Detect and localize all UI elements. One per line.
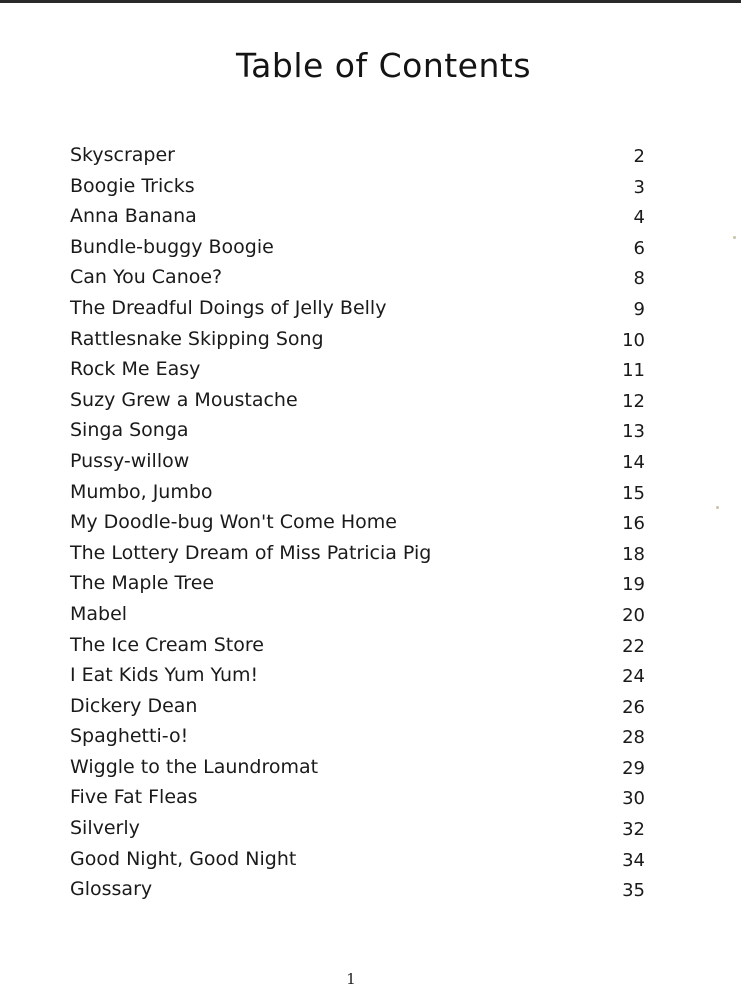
toc-entry-page: 12 [622,390,645,412]
toc-entry-title: Silverly [70,817,140,840]
toc-entry [70,385,645,416]
toc-entry-title: Wiggle to the Laundromat [70,755,319,778]
toc-entry-title: I Eat Kids Yum Yum! [70,664,259,687]
toc-entry [70,507,645,538]
toc-entry-title: Mabel [70,602,128,625]
toc-entry-page: 9 [633,298,645,320]
toc-entry [70,721,645,752]
paper-speck [733,236,736,239]
toc-entry-title: Glossary [70,878,153,901]
toc-entry [70,140,645,171]
toc-entry [70,813,645,844]
toc-entry [70,171,645,202]
paper-speck [716,506,719,509]
toc-entry-title: Dickery Dean [70,694,198,717]
toc-entry-page: 16 [622,513,645,535]
toc-entry-page: 13 [622,421,645,443]
toc-entry-title: The Lottery Dream of Miss Patricia Pig [70,541,432,564]
toc-entry-title: The Ice Cream Store [70,633,264,656]
toc-entry-title: Suzy Grew a Moustache [70,388,298,411]
toc-entry [70,782,645,813]
toc-entry-title: Good Night, Good Night [70,847,297,870]
page-title: Table of Contents [235,46,532,85]
toc-entry [70,538,645,569]
toc-entry [70,477,645,508]
toc-entry-page: 35 [622,880,645,902]
table-of-contents [70,140,645,905]
toc-entry [70,262,645,293]
toc-entry [70,660,645,691]
toc-entry-title: The Maple Tree [70,572,215,595]
toc-entry-title: Pussy-willow [70,449,190,472]
toc-entry-page: 6 [633,237,645,259]
toc-entry-page: 8 [633,268,645,290]
toc-entry-page: 14 [622,451,645,473]
toc-entry-page: 28 [622,727,645,749]
toc-entry-page: 4 [633,207,645,229]
toc-entry [70,232,645,263]
toc-entry-title: Five Fat Fleas [70,786,198,809]
toc-entry-page: 32 [622,819,645,841]
toc-entry-title: The Dreadful Doings of Jelly Belly [70,296,387,319]
toc-entry-page: 20 [622,604,645,626]
toc-entry-title: Boogie Tricks [70,174,195,197]
toc-entry-page: 24 [622,666,645,688]
toc-entry-title: Skyscraper [70,144,175,166]
toc-entry-page: 30 [622,788,645,810]
toc-entry-page: 2 [633,146,645,167]
toc-entry-title: Spaghetti-o! [70,725,189,748]
toc-entry-page: 18 [622,543,645,565]
toc-entry [70,324,645,355]
toc-entry [70,630,645,661]
toc-entry-title: Singa Songa [70,419,189,442]
toc-entry-page: 15 [622,482,645,504]
toc-entry [70,844,645,875]
toc-entry-title: My Doodle-bug Won't Come Home [70,511,397,534]
toc-entry-page: 11 [622,360,645,382]
toc-entry-title: Can You Canoe? [70,266,223,289]
page-number: 1 [346,970,356,988]
toc-entry-title: Mumbo, Jumbo [70,480,213,503]
toc-entry-page: 34 [622,849,645,871]
toc-entry [70,568,645,599]
toc-entry-page: 19 [622,574,645,596]
toc-entry [70,446,645,477]
toc-entry [70,874,645,905]
toc-entry-page: 10 [622,329,645,351]
toc-entry-page: 29 [622,757,645,779]
toc-entry [70,201,645,232]
toc-entry-page: 22 [622,635,645,657]
toc-entry-page: 3 [633,176,645,198]
toc-entry [70,354,645,385]
toc-entry-title: Anna Banana [70,205,197,228]
toc-entry-page: 26 [622,696,645,718]
toc-entry [70,293,645,324]
toc-entry [70,752,645,783]
toc-entry-title: Rock Me Easy [70,358,201,381]
toc-entry [70,415,645,446]
toc-entry [70,599,645,630]
toc-entry-title: Rattlesnake Skipping Song [70,327,324,350]
toc-entry-title: Bundle-buggy Boogie [70,235,274,258]
page-top-edge [0,0,741,3]
toc-entry [70,691,645,722]
